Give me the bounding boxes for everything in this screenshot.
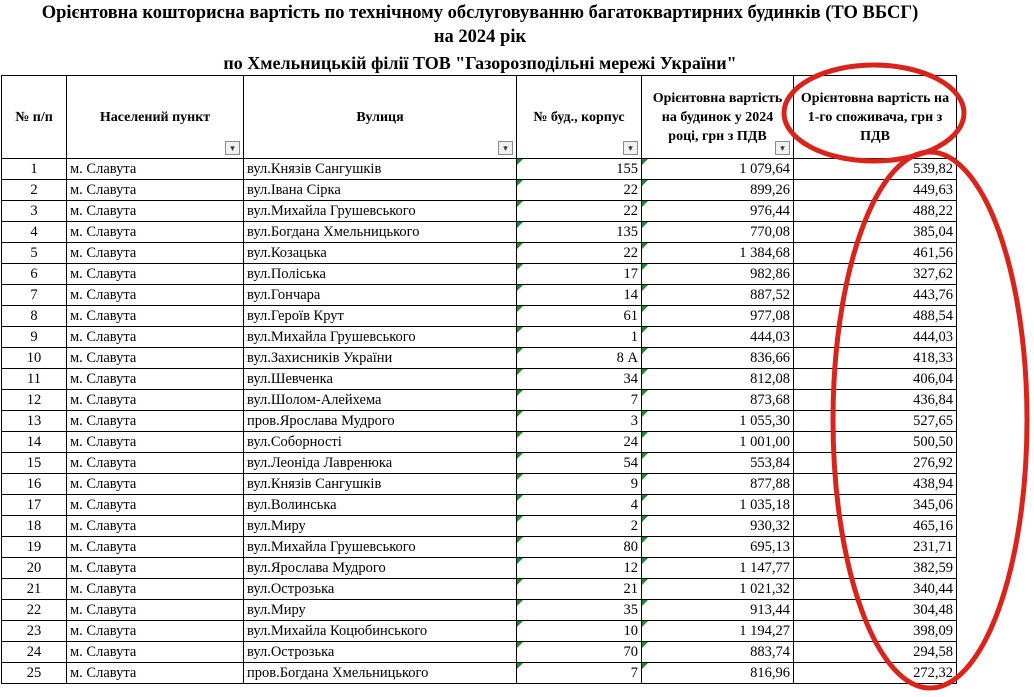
row-num-cell[interactable]: 7 — [2, 285, 67, 306]
row-city-cell[interactable]: м. Славута — [67, 201, 244, 222]
row-street-cell[interactable]: вул.Ярослава Мудрого — [244, 558, 517, 579]
cell-note-marker — [642, 243, 648, 249]
table-row — [2, 201, 957, 222]
cell-value: 22 — [623, 203, 638, 219]
cell-note-marker — [642, 453, 648, 459]
cell-value: 836,66 — [750, 350, 790, 366]
cell-value: 155 — [616, 161, 638, 177]
cell-value: 22 — [623, 182, 638, 198]
row-num-cell[interactable]: 17 — [2, 495, 67, 516]
row-city-cell[interactable]: м. Славута — [67, 285, 244, 306]
row-num-cell[interactable]: 11 — [2, 369, 67, 390]
header-row — [2, 76, 957, 159]
header-building: № буд., корпус ▾ — [517, 76, 642, 159]
row-building-cell[interactable] — [517, 285, 642, 306]
row-consumer-cost-cell[interactable]: 340,44 — [794, 579, 957, 600]
cell-note-marker — [517, 600, 523, 606]
table-row — [2, 621, 957, 642]
row-building-cell[interactable] — [517, 243, 642, 264]
row-building-cell[interactable] — [517, 306, 642, 327]
header-city: Населений пункт ▾ — [67, 76, 244, 159]
cell-value: 982,86 — [750, 266, 790, 282]
cell-value: 135 — [616, 224, 638, 240]
row-city-cell[interactable]: м. Славута — [67, 537, 244, 558]
row-house-cost-cell[interactable] — [642, 516, 794, 537]
cell-value: 1 — [630, 329, 638, 345]
cell-note-marker — [517, 474, 523, 480]
cell-value: 1 384,68 — [739, 245, 790, 261]
row-city-cell[interactable]: м. Славута — [67, 390, 244, 411]
cell-value: 80 — [623, 539, 638, 555]
row-consumer-cost-cell[interactable]: 488,22 — [794, 201, 957, 222]
table-row — [2, 579, 957, 600]
cost-table — [1, 75, 957, 684]
cell-value: 913,44 — [750, 602, 790, 618]
row-house-cost-cell[interactable] — [642, 579, 794, 600]
cell-note-marker — [517, 432, 523, 438]
header-num: № п/п — [2, 76, 67, 159]
cell-note-marker — [517, 579, 523, 585]
row-city-cell[interactable]: м. Славута — [67, 432, 244, 453]
row-house-cost-cell[interactable] — [642, 621, 794, 642]
cell-note-marker — [642, 474, 648, 480]
cell-value: 61 — [623, 308, 638, 324]
cell-note-marker — [642, 201, 648, 207]
row-street-cell[interactable]: вул.Князів Сангушків — [244, 474, 517, 495]
cell-note-marker — [642, 516, 648, 522]
row-city-cell[interactable]: м. Славута — [67, 222, 244, 243]
row-consumer-cost-cell[interactable]: 527,65 — [794, 411, 957, 432]
row-num-cell[interactable]: 24 — [2, 642, 67, 663]
cell-value: 883,74 — [750, 644, 790, 660]
cell-note-marker — [517, 516, 523, 522]
row-building-cell[interactable] — [517, 327, 642, 348]
cell-value: 21 — [623, 581, 638, 597]
row-building-cell[interactable] — [517, 369, 642, 390]
cell-note-marker — [517, 621, 523, 627]
cell-note-marker — [642, 264, 648, 270]
row-building-cell[interactable] — [517, 222, 642, 243]
table-row — [2, 474, 957, 495]
row-consumer-cost-cell[interactable]: 294,58 — [794, 642, 957, 663]
cell-note-marker — [642, 432, 648, 438]
row-city-cell[interactable]: м. Славута — [67, 243, 244, 264]
row-city-cell[interactable]: м. Славута — [67, 159, 244, 180]
row-house-cost-cell[interactable] — [642, 390, 794, 411]
cell-note-marker — [517, 306, 523, 312]
row-num-cell[interactable]: 3 — [2, 201, 67, 222]
row-building-cell[interactable] — [517, 264, 642, 285]
row-house-cost-cell[interactable] — [642, 243, 794, 264]
cell-note-marker — [642, 495, 648, 501]
row-num-cell[interactable]: 23 — [2, 621, 67, 642]
row-house-cost-cell[interactable] — [642, 411, 794, 432]
cell-value: 12 — [623, 560, 638, 576]
cell-note-marker — [642, 579, 648, 585]
row-consumer-cost-cell[interactable]: 398,09 — [794, 621, 957, 642]
row-street-cell[interactable]: вул.Острозька — [244, 579, 517, 600]
row-city-cell[interactable]: м. Славута — [67, 411, 244, 432]
row-building-cell[interactable] — [517, 642, 642, 663]
cell-value: 444,03 — [750, 329, 790, 345]
cell-value: 1 035,18 — [739, 497, 790, 513]
cell-value: 7 — [630, 665, 638, 681]
cell-value: 4 — [630, 497, 638, 513]
row-building-cell[interactable] — [517, 474, 642, 495]
cell-note-marker — [517, 180, 523, 186]
cell-value: 2 — [630, 518, 638, 534]
table-row — [2, 264, 957, 285]
cell-note-marker — [642, 159, 648, 165]
table-row — [2, 180, 957, 201]
row-house-cost-cell[interactable] — [642, 264, 794, 285]
cell-value: 54 — [623, 455, 638, 471]
row-consumer-cost-cell[interactable]: 231,71 — [794, 537, 957, 558]
cell-note-marker — [517, 201, 523, 207]
row-num-cell[interactable]: 21 — [2, 579, 67, 600]
row-building-cell[interactable] — [517, 201, 642, 222]
cell-note-marker — [642, 621, 648, 627]
cell-value: 35 — [623, 602, 638, 618]
row-house-cost-cell[interactable] — [642, 369, 794, 390]
header-consumer-cost: Орієнтовна вартість на 1-го споживача, грн з ПДВ — [794, 76, 957, 159]
cell-value: 1 147,77 — [739, 560, 790, 576]
row-city-cell[interactable]: м. Славута — [67, 642, 244, 663]
row-street-cell[interactable]: вул.Острозька — [244, 642, 517, 663]
cell-note-marker — [642, 537, 648, 543]
row-consumer-cost-cell[interactable]: 304,48 — [794, 600, 957, 621]
table-row — [2, 243, 957, 264]
row-num-cell[interactable]: 14 — [2, 432, 67, 453]
row-num-cell[interactable]: 19 — [2, 537, 67, 558]
row-consumer-cost-cell[interactable]: 449,63 — [794, 180, 957, 201]
row-consumer-cost-cell[interactable]: 272,32 — [794, 663, 957, 684]
table-row — [2, 327, 957, 348]
cell-value: 1 055,30 — [739, 413, 790, 429]
row-street-cell[interactable]: вул.Івана Сірка — [244, 180, 517, 201]
cell-value: 34 — [623, 371, 638, 387]
table-row — [2, 411, 957, 432]
row-building-cell[interactable] — [517, 180, 642, 201]
cell-note-marker — [517, 558, 523, 564]
row-num-cell[interactable]: 15 — [2, 453, 67, 474]
table-row — [2, 453, 957, 474]
row-house-cost-cell[interactable] — [642, 600, 794, 621]
cell-value: 10 — [623, 623, 638, 639]
table-row — [2, 222, 957, 243]
row-num-cell[interactable]: 4 — [2, 222, 67, 243]
table-row — [2, 495, 957, 516]
title-line-3: по Хмельницькій філії ТОВ "Газорозподільні мережі України" — [223, 53, 737, 73]
row-street-cell[interactable]: вул.Героїв Крут — [244, 306, 517, 327]
row-city-cell[interactable]: м. Славута — [67, 369, 244, 390]
row-num-cell[interactable]: 6 — [2, 264, 67, 285]
table-row — [2, 600, 957, 621]
cell-value: 977,08 — [750, 308, 790, 324]
cell-note-marker — [517, 327, 523, 333]
cell-note-marker — [517, 453, 523, 459]
row-consumer-cost-cell[interactable]: 500,50 — [794, 432, 957, 453]
row-num-cell[interactable]: 13 — [2, 411, 67, 432]
cell-note-marker — [517, 222, 523, 228]
row-street-cell[interactable]: вул.Шевченка — [244, 369, 517, 390]
table-row — [2, 348, 957, 369]
table-row — [2, 369, 957, 390]
row-house-cost-cell[interactable] — [642, 537, 794, 558]
cell-note-marker — [642, 600, 648, 606]
row-num-cell[interactable]: 12 — [2, 390, 67, 411]
filter-dropdown-city-icon[interactable]: ▾ — [225, 141, 240, 155]
row-consumer-cost-cell[interactable]: 418,33 — [794, 348, 957, 369]
row-num-cell[interactable]: 18 — [2, 516, 67, 537]
header-street: Вулиця ▾ — [244, 76, 517, 159]
cell-value: 1 001,00 — [739, 434, 790, 450]
cell-note-marker — [517, 537, 523, 543]
row-house-cost-cell[interactable] — [642, 285, 794, 306]
row-house-cost-cell[interactable] — [642, 432, 794, 453]
row-street-cell[interactable]: вул.Гончара — [244, 285, 517, 306]
cell-note-marker — [517, 390, 523, 396]
row-building-cell[interactable] — [517, 411, 642, 432]
table-row — [2, 663, 957, 684]
table-row — [2, 558, 957, 579]
cell-value: 816,96 — [750, 665, 790, 681]
row-house-cost-cell[interactable] — [642, 180, 794, 201]
row-building-cell[interactable] — [517, 159, 642, 180]
cell-note-marker — [517, 159, 523, 165]
row-num-cell[interactable]: 25 — [2, 663, 67, 684]
row-house-cost-cell[interactable] — [642, 306, 794, 327]
row-city-cell[interactable]: м. Славута — [67, 453, 244, 474]
cell-value: 887,52 — [750, 287, 790, 303]
row-city-cell[interactable]: м. Славута — [67, 663, 244, 684]
cell-note-marker — [642, 558, 648, 564]
cell-value: 7 — [630, 392, 638, 408]
row-consumer-cost-cell[interactable]: 327,62 — [794, 264, 957, 285]
row-building-cell[interactable] — [517, 516, 642, 537]
row-street-cell[interactable]: вул.Леоніда Лавренюка — [244, 453, 517, 474]
table-row — [2, 390, 957, 411]
cell-note-marker — [642, 642, 648, 648]
cell-value: 695,13 — [750, 539, 790, 555]
cell-note-marker — [517, 264, 523, 270]
cell-note-marker — [517, 495, 523, 501]
cell-value: 17 — [623, 266, 638, 282]
cell-value: 976,44 — [750, 203, 790, 219]
cell-value: 1 194,27 — [739, 623, 790, 639]
row-consumer-cost-cell[interactable]: 382,59 — [794, 558, 957, 579]
cell-value: 3 — [630, 413, 638, 429]
row-building-cell[interactable] — [517, 600, 642, 621]
cell-note-marker — [517, 369, 523, 375]
row-house-cost-cell[interactable] — [642, 453, 794, 474]
row-city-cell[interactable]: м. Славута — [67, 327, 244, 348]
row-street-cell[interactable]: пров.Богдана Хмельницького — [244, 663, 517, 684]
cell-value: 930,32 — [750, 518, 790, 534]
table-row — [2, 432, 957, 453]
row-num-cell[interactable]: 1 — [2, 159, 67, 180]
row-building-cell[interactable] — [517, 348, 642, 369]
row-house-cost-cell[interactable] — [642, 663, 794, 684]
row-street-cell[interactable]: вул.Захисників України — [244, 348, 517, 369]
row-house-cost-cell[interactable] — [642, 222, 794, 243]
cell-note-marker — [642, 327, 648, 333]
cell-note-marker — [517, 285, 523, 291]
cell-note-marker — [517, 642, 523, 648]
cell-note-marker — [517, 411, 523, 417]
row-num-cell[interactable]: 20 — [2, 558, 67, 579]
row-street-cell[interactable]: вул.Князів Сангушків — [244, 159, 517, 180]
row-city-cell[interactable]: м. Славута — [67, 180, 244, 201]
table-row — [2, 537, 957, 558]
cell-value: 14 — [623, 287, 638, 303]
cell-value: 9 — [630, 476, 638, 492]
row-street-cell[interactable]: вул.Миру — [244, 516, 517, 537]
row-num-cell[interactable]: 10 — [2, 348, 67, 369]
row-consumer-cost-cell[interactable]: 436,84 — [794, 390, 957, 411]
row-num-cell[interactable]: 8 — [2, 306, 67, 327]
cell-value: 1 021,32 — [739, 581, 790, 597]
filter-dropdown-street-icon[interactable]: ▾ — [498, 141, 513, 155]
row-house-cost-cell[interactable] — [642, 201, 794, 222]
table-row — [2, 306, 957, 327]
cell-note-marker — [517, 663, 523, 669]
row-consumer-cost-cell[interactable]: 276,92 — [794, 453, 957, 474]
cell-note-marker — [517, 348, 523, 354]
cell-value: 70 — [623, 644, 638, 660]
row-house-cost-cell[interactable] — [642, 327, 794, 348]
row-consumer-cost-cell[interactable]: 406,04 — [794, 369, 957, 390]
cell-note-marker — [642, 180, 648, 186]
cell-value: 553,84 — [750, 455, 790, 471]
row-city-cell[interactable]: м. Славута — [67, 600, 244, 621]
cell-note-marker — [642, 306, 648, 312]
cell-value: 22 — [623, 245, 638, 261]
row-num-cell[interactable]: 9 — [2, 327, 67, 348]
row-building-cell[interactable] — [517, 453, 642, 474]
cell-note-marker — [642, 663, 648, 669]
row-building-cell[interactable] — [517, 663, 642, 684]
row-city-cell[interactable]: м. Славута — [67, 348, 244, 369]
filter-dropdown-house-cost-icon[interactable]: ▾ — [775, 141, 790, 155]
title-line-2: на 2024 рік — [433, 27, 527, 47]
row-consumer-cost-cell[interactable]: 461,56 — [794, 243, 957, 264]
row-num-cell[interactable]: 22 — [2, 600, 67, 621]
row-building-cell[interactable] — [517, 537, 642, 558]
table-row — [2, 159, 957, 180]
row-city-cell[interactable]: м. Славута — [67, 264, 244, 285]
cell-value: 873,68 — [750, 392, 790, 408]
row-consumer-cost-cell[interactable]: 488,54 — [794, 306, 957, 327]
table-body — [2, 159, 957, 684]
table-row — [2, 285, 957, 306]
row-city-cell[interactable]: м. Славута — [67, 558, 244, 579]
row-building-cell[interactable] — [517, 432, 642, 453]
row-street-cell[interactable]: вул.Миру — [244, 600, 517, 621]
row-street-cell[interactable]: вул.Богдана Хмельницького — [244, 222, 517, 243]
row-street-cell[interactable]: вул.Волинська — [244, 495, 517, 516]
cell-value: 770,08 — [750, 224, 790, 240]
row-city-cell[interactable]: м. Славута — [67, 474, 244, 495]
cell-value: 24 — [623, 434, 638, 450]
row-city-cell[interactable]: м. Славута — [67, 621, 244, 642]
row-num-cell[interactable]: 16 — [2, 474, 67, 495]
cell-note-marker — [517, 243, 523, 249]
cell-value: 899,26 — [750, 182, 790, 198]
row-street-cell[interactable]: вул.Соборності — [244, 432, 517, 453]
cell-note-marker — [642, 348, 648, 354]
row-building-cell[interactable] — [517, 579, 642, 600]
row-num-cell[interactable]: 5 — [2, 243, 67, 264]
cell-value: 1 079,64 — [739, 161, 790, 177]
cell-note-marker — [642, 222, 648, 228]
cell-value: 812,08 — [750, 371, 790, 387]
table-row — [2, 642, 957, 663]
row-house-cost-cell[interactable] — [642, 495, 794, 516]
cell-note-marker — [642, 369, 648, 375]
cell-note-marker — [642, 411, 648, 417]
row-consumer-cost-cell[interactable]: 345,06 — [794, 495, 957, 516]
row-consumer-cost-cell[interactable]: 443,76 — [794, 285, 957, 306]
cell-note-marker — [642, 285, 648, 291]
header-house-cost: Орієнтовна вартість на будинок у 2024 році, грн з ПДВ ▾ — [642, 76, 794, 159]
row-street-cell[interactable]: вул.Михайла Грушевського — [244, 537, 517, 558]
table-row — [2, 516, 957, 537]
row-street-cell[interactable]: вул.Козацька — [244, 243, 517, 264]
row-building-cell[interactable] — [517, 495, 642, 516]
row-street-cell[interactable]: вул.Михайла Коцюбинського — [244, 621, 517, 642]
row-building-cell[interactable] — [517, 621, 642, 642]
row-consumer-cost-cell[interactable]: 539,82 — [794, 159, 957, 180]
title-line-1: Орієнтовна кошторисна вартість по технічному обслуговуванню багатоквартирних будинків (ТО ВБСГ) — [41, 3, 919, 23]
row-city-cell[interactable]: м. Славута — [67, 579, 244, 600]
row-street-cell[interactable]: вул.Михайла Грушевського — [244, 201, 517, 222]
row-house-cost-cell[interactable] — [642, 159, 794, 180]
row-consumer-cost-cell[interactable]: 465,16 — [794, 516, 957, 537]
cell-value: 8 А — [616, 350, 638, 366]
row-consumer-cost-cell[interactable]: 438,94 — [794, 474, 957, 495]
row-house-cost-cell[interactable] — [642, 558, 794, 579]
row-street-cell[interactable]: вул.Поліська — [244, 264, 517, 285]
row-house-cost-cell[interactable] — [642, 642, 794, 663]
row-street-cell[interactable]: пров.Ярослава Мудрого — [244, 411, 517, 432]
row-consumer-cost-cell[interactable]: 385,04 — [794, 222, 957, 243]
row-building-cell[interactable] — [517, 390, 642, 411]
cell-value: 877,88 — [750, 476, 790, 492]
row-house-cost-cell[interactable] — [642, 474, 794, 495]
filter-dropdown-building-icon[interactable]: ▾ — [623, 141, 638, 155]
row-house-cost-cell[interactable] — [642, 348, 794, 369]
row-city-cell[interactable]: м. Славута — [67, 495, 244, 516]
cell-note-marker — [642, 390, 648, 396]
row-city-cell[interactable]: м. Славута — [67, 516, 244, 537]
row-street-cell[interactable]: вул.Михайла Грушевського — [244, 327, 517, 348]
row-consumer-cost-cell[interactable]: 444,03 — [794, 327, 957, 348]
row-street-cell[interactable]: вул.Шолом-Алейхема — [244, 390, 517, 411]
row-num-cell[interactable]: 2 — [2, 180, 67, 201]
row-building-cell[interactable] — [517, 558, 642, 579]
row-city-cell[interactable]: м. Славута — [67, 306, 244, 327]
